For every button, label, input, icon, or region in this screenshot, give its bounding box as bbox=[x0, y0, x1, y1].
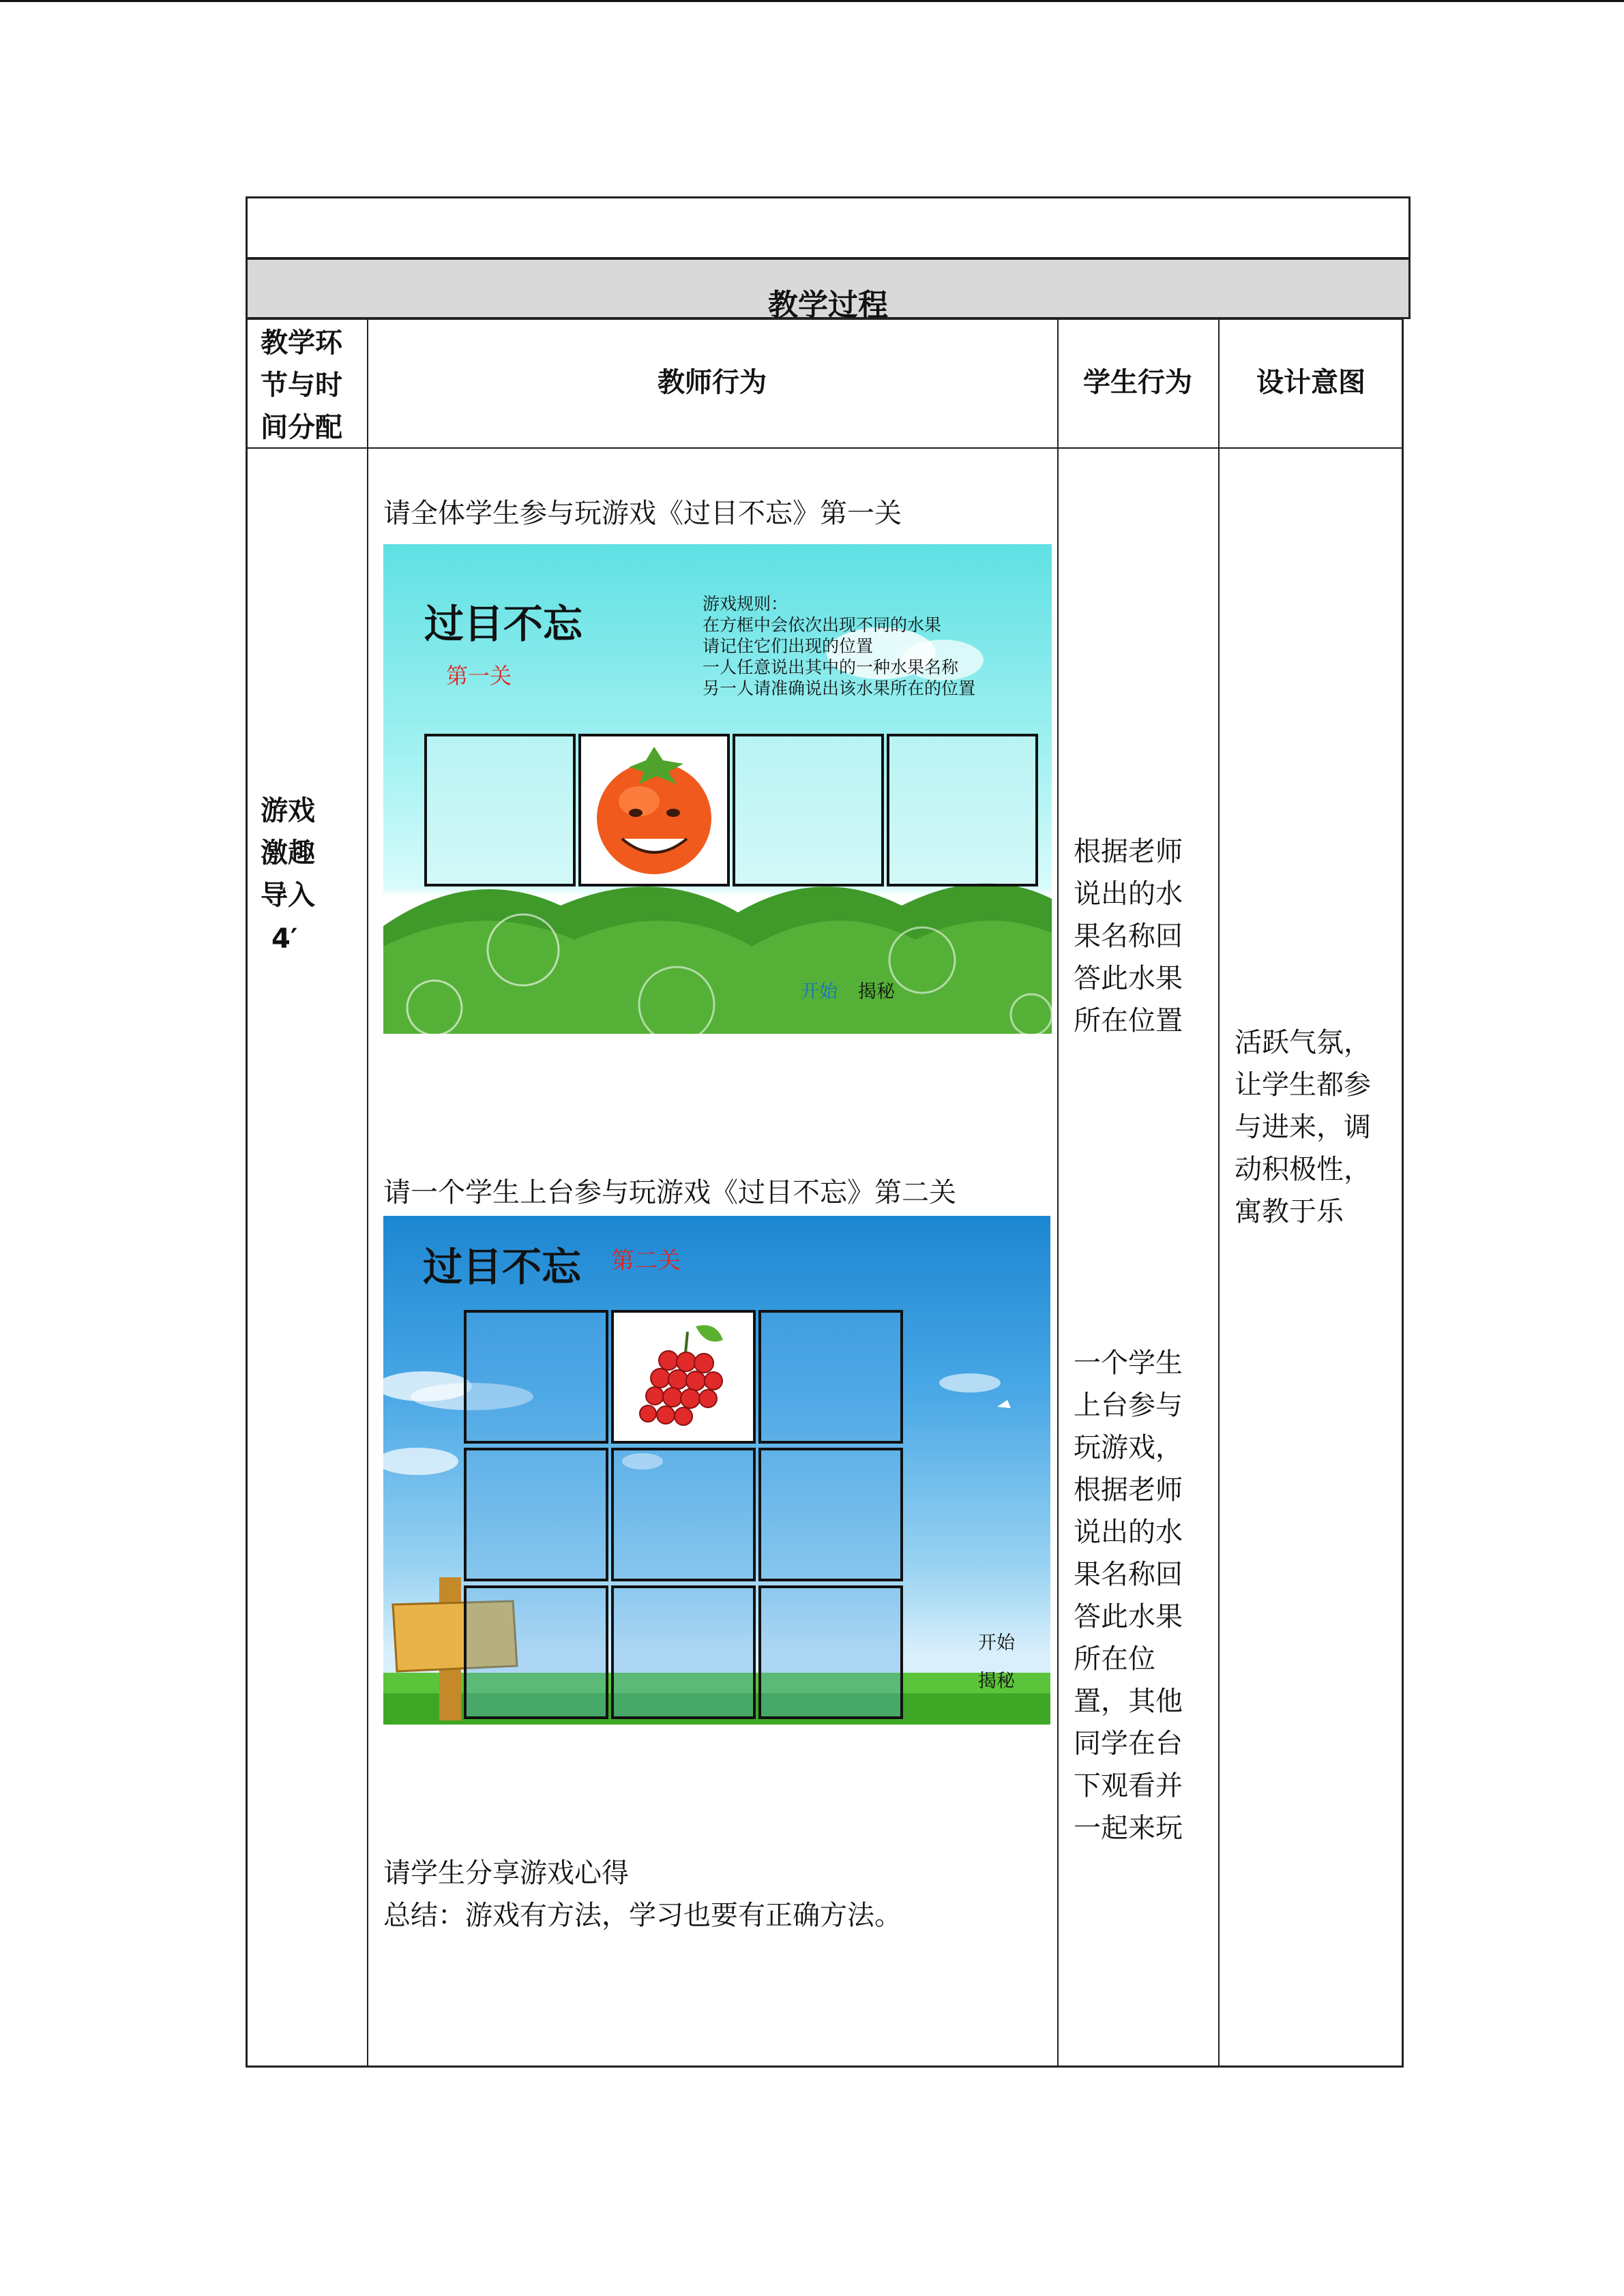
game2-level: 第二关 bbox=[611, 1247, 681, 1274]
game2-start-button[interactable]: 开始 bbox=[978, 1632, 1015, 1654]
design-intent: 活跃气氛，让学生都参与进来，调动积极性，寓教于乐 bbox=[1235, 1027, 1371, 1227]
lesson-table bbox=[246, 196, 1411, 2068]
game1-start-button[interactable]: 开始 bbox=[801, 981, 838, 1002]
student-para-2: 一个学生上台参与玩游戏，根据老师说出的水果名称回答此水果所在位置，其他同学在台下观看并一起来玩 bbox=[1074, 1347, 1183, 1844]
empty-top-row bbox=[246, 196, 1411, 259]
game1-rules bbox=[703, 593, 975, 699]
teacher-step-1: 请全体学生参与玩游戏《过目不忘》第一关 bbox=[383, 498, 902, 529]
game1-rule-line: 一人任意说出其中的一种水果名称 bbox=[703, 657, 959, 677]
grapes-icon bbox=[614, 1313, 753, 1441]
game1-rule-line: 游戏规则： bbox=[703, 594, 788, 614]
game1-rule-line: 在方框中会依次出现不同的水果 bbox=[703, 615, 942, 635]
stage-time: 4′ bbox=[271, 923, 298, 955]
game1-level: 第一关 bbox=[446, 663, 512, 689]
game1-reveal-button[interactable]: 揭秘 bbox=[858, 981, 895, 1002]
section-title: 教学过程 bbox=[768, 288, 888, 323]
section-title-bar bbox=[246, 258, 1411, 323]
level2-box-2[interactable] bbox=[611, 1310, 756, 1444]
header-student: 学生行为 bbox=[1083, 367, 1192, 398]
level1-box-4[interactable] bbox=[887, 734, 1038, 886]
level2-box-6[interactable] bbox=[758, 1448, 903, 1581]
level1-box-2[interactable] bbox=[578, 734, 730, 886]
student-para-1: 根据老师说出的水果名称回答此水果所在位置 bbox=[1074, 836, 1183, 1037]
teacher-step-4: 总结：游戏有方法，学习也要有正确方法。 bbox=[383, 1900, 902, 1931]
game1-rule-line: 另一人请准确说出该水果所在的位置 bbox=[703, 679, 976, 698]
teacher-step-2: 请一个学生上台参与玩游戏《过目不忘》第二关 bbox=[383, 1177, 956, 1208]
game-screenshot-level-2 bbox=[383, 1216, 1050, 1725]
level2-box-1[interactable] bbox=[464, 1310, 608, 1444]
col-divider-1 bbox=[367, 318, 368, 2068]
teacher-step-3: 请学生分享游戏心得 bbox=[383, 1858, 629, 1889]
level2-box-5[interactable] bbox=[611, 1448, 756, 1581]
game1-title: 过目不忘 bbox=[424, 601, 583, 647]
level2-box-7[interactable] bbox=[464, 1585, 608, 1719]
game-screenshot-level-1 bbox=[383, 544, 1052, 1034]
header-stage: 教学环节与时间分配 bbox=[261, 327, 342, 443]
header-divider bbox=[246, 447, 1404, 449]
level2-box-9[interactable] bbox=[758, 1585, 903, 1719]
level2-box-8[interactable] bbox=[611, 1585, 756, 1719]
level1-box-1[interactable] bbox=[424, 734, 576, 886]
level2-box-4[interactable] bbox=[464, 1448, 608, 1581]
level2-box-3[interactable] bbox=[758, 1310, 903, 1444]
game2-reveal-button[interactable]: 揭秘 bbox=[978, 1671, 1015, 1692]
tomato-icon bbox=[581, 736, 727, 884]
page-top-border bbox=[0, 0, 1624, 2]
header-design: 设计意图 bbox=[1256, 367, 1365, 398]
col-divider-2 bbox=[1057, 318, 1059, 2068]
level1-box-3[interactable] bbox=[733, 734, 884, 886]
col-divider-3 bbox=[1218, 318, 1220, 2068]
game2-title: 过目不忘 bbox=[423, 1244, 582, 1290]
header-teacher: 教师行为 bbox=[658, 367, 767, 398]
stage-label: 游戏激趣导入 bbox=[261, 795, 315, 911]
game1-rule-line: 请记住它们出现的位置 bbox=[703, 636, 874, 656]
